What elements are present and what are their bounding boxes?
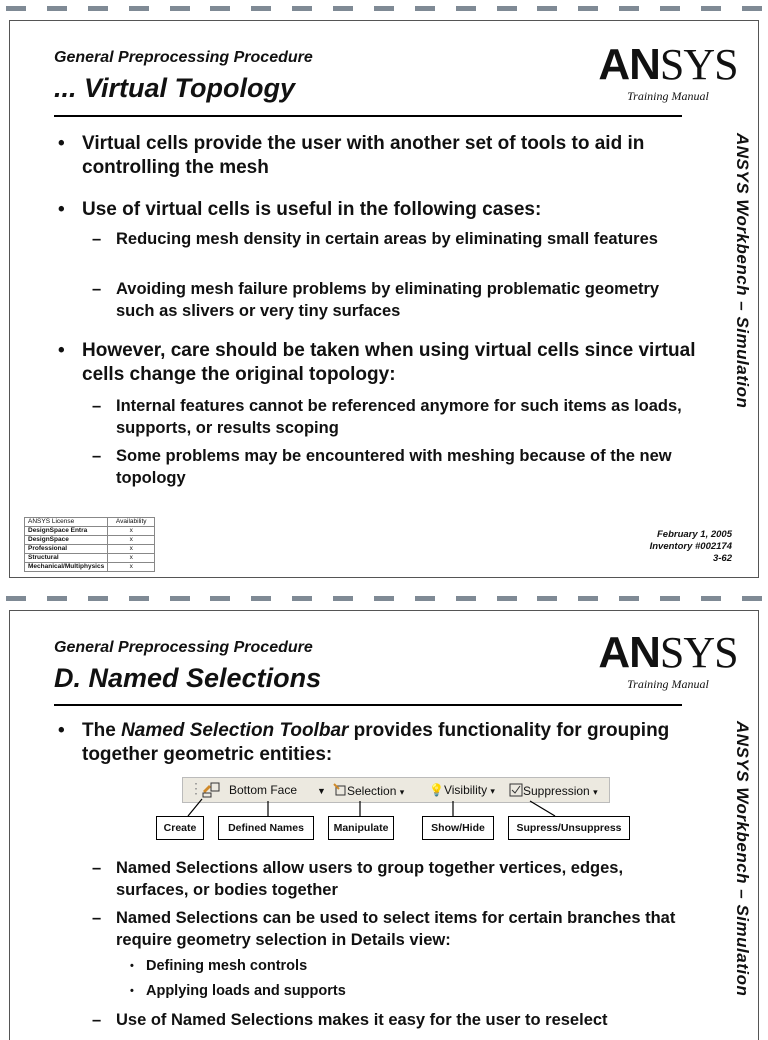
chevron-down-icon: ▾	[399, 787, 405, 797]
sub-bullet: – Reducing mesh density in certain areas by eliminating small features	[92, 228, 696, 250]
license-table: ANSYS License Availability DesignSpace Entra x DesignSpace x Professional x Structural x Mechanical/Multiphysics x	[24, 517, 155, 572]
sub-sub-bullet: • Applying loads and supports	[124, 981, 346, 1001]
combo-dropdown-icon[interactable]: ▼	[317, 786, 326, 796]
sub-sub-bullet: • Defining mesh controls	[124, 956, 307, 976]
visibility-menu[interactable]: 💡Visibility ▾	[429, 783, 495, 797]
film-strip-middle	[0, 594, 768, 602]
lightbulb-icon: 💡	[429, 783, 444, 797]
toolbar-name: Named Selection Toolbar	[121, 720, 349, 741]
sub-bullet: – Some problems may be encountered with meshing because of the new topology	[92, 445, 696, 489]
callout-connectors	[10, 611, 759, 851]
title-rule	[54, 115, 682, 117]
ansys-logo: ANSYS Training Manual	[598, 40, 738, 103]
side-label: ANSYS Workbench – Simulation	[733, 133, 752, 409]
slide-title: D. Named Selections	[54, 663, 322, 693]
footer-info	[650, 529, 732, 565]
bullet: • However, care should be taken when using virtual cells since virtual cells change the original topology:	[58, 339, 702, 387]
side-label: ANSYS Workbench – Simulation	[733, 721, 752, 997]
sub-bullet: – Named Selections allow users to group together vertices, edges, surfaces, or bodies together	[92, 857, 696, 901]
sub-bullet: – Internal features cannot be referenced anymore for such items as loads, supports, or results scoping	[92, 395, 696, 439]
chevron-down-icon: ▾	[593, 787, 598, 797]
footer-page: 3-62	[712, 553, 732, 564]
ansys-logo: ANSYS Training Manual	[598, 628, 738, 691]
sub-bullet: – Use of Named Selections makes it easy for the user to reselect	[92, 1009, 696, 1031]
selection-menu[interactable]: Selection ▾	[333, 783, 404, 798]
callout-create: Create	[156, 816, 204, 840]
slide-supertitle: General Preprocessing Procedure	[54, 639, 313, 656]
footer-inventory: Inventory #002174	[649, 541, 732, 552]
film-strip-top	[0, 4, 768, 12]
suppression-menu[interactable]: Suppression ▾	[509, 783, 598, 798]
bullet: • Use of virtual cells is useful in the following cases:	[58, 198, 702, 222]
bullet: • The Named Selection Toolbar provides functionality for grouping together geometric entities:	[58, 719, 702, 767]
callout-manipulate: Manipulate	[328, 816, 394, 840]
callout-show-hide: Show/Hide	[422, 816, 494, 840]
slide-supertitle: General Preprocessing Procedure	[54, 49, 313, 66]
bullet: • Virtual cells provide the user with another set of tools to aid in controlling the mesh	[58, 132, 702, 180]
sub-bullet: – Named Selections can be used to select items for certain branches that require geometry selection in Details view:	[92, 907, 696, 951]
toolbar-grip-icon: ⋮	[189, 780, 203, 796]
slide-title: ... Virtual Topology	[54, 73, 295, 103]
slide-virtual-topology	[9, 20, 759, 578]
training-manual-label: Training Manual	[627, 89, 709, 103]
footer-date: February 1, 2005	[657, 529, 732, 540]
defined-names-combo[interactable]: Bottom Face	[229, 783, 298, 797]
sub-bullet: – Avoiding mesh failure problems by eliminating problematic geometry such as slivers or very tiny surfaces	[92, 278, 696, 322]
chevron-down-icon: ▾	[490, 786, 495, 796]
callout-supress-unsuppress: Supress/Unsuppress	[508, 816, 630, 840]
training-manual-label: Training Manual	[627, 677, 709, 691]
callout-defined-names: Defined Names	[218, 816, 314, 840]
slide-named-selections	[9, 610, 759, 1040]
